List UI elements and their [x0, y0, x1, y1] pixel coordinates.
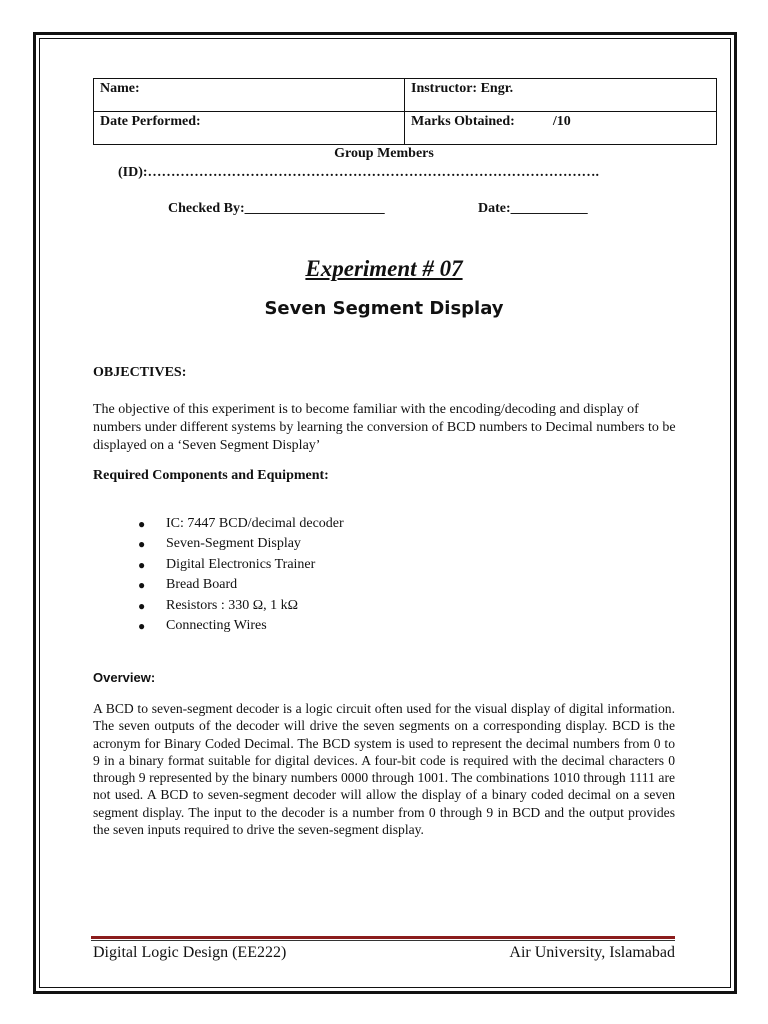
marks-total: /10 [552, 114, 571, 129]
overview-text: A BCD to seven-segment decoder is a logic circuit often used for the visual display of digital information. The seven outputs of the decoder will drive the seven segments on a corresponding display. BCD is the acronym for Binary Coded Decimal. The BCD system is used to represent the decimal numbers from 0 to 9 in a binary format suitable for digital devices. A four-bit code is required with the decimal characters 0 through 9 represented by the binary numbers 0000 through 1001. The combinations 1010 through 1111 are not used. A BCD to seven-segment decoder will allow the display of a binary coded decimal on a seven segment display. The input to the decoder is a number from 0 through 9 in BCD and the output provides the seven inputs required to drive the seven-segment display. [93, 701, 675, 838]
list-item [138, 616, 344, 636]
group-members-title: Group Members [334, 146, 434, 161]
objectives-text: The objective of this experiment is to become familiar with the encoding/decoding and display of numbers under different systems by learning the conversion of BCD numbers to Decimal numbers to be displayed on a ‘Seven Segment Display’ [93, 402, 676, 453]
student-info-table [93, 78, 717, 145]
overview-heading: Overview: [93, 670, 156, 685]
marks-cell [405, 112, 717, 145]
date-field: Date:___________ [478, 201, 588, 216]
date-performed-label: Date Performed: [100, 114, 201, 129]
footer-rule [91, 936, 675, 939]
name-cell [94, 79, 405, 112]
bullet-icon: ● [138, 537, 146, 552]
table-row [94, 79, 717, 112]
bullet-icon: ● [138, 618, 146, 633]
components-list [138, 514, 344, 636]
instructor-cell [405, 79, 717, 112]
component-label: Digital Electronics Trainer [166, 556, 316, 572]
list-item [138, 534, 344, 554]
name-label: Name: [100, 81, 140, 96]
bullet-icon: ● [138, 578, 146, 593]
bullet-icon: ● [138, 557, 146, 572]
component-label: Seven-Segment Display [166, 536, 301, 552]
table-row [94, 112, 717, 145]
bullet-icon: ● [138, 598, 146, 613]
footer-course: Digital Logic Design (EE222) [93, 944, 287, 961]
component-label: Resistors : 330 Ω, 1 kΩ [166, 597, 299, 613]
list-item [138, 596, 344, 616]
list-item [138, 575, 344, 595]
footer-university: Air University, Islamabad [509, 944, 675, 961]
component-label: Connecting Wires [166, 617, 267, 633]
checked-by-field: Checked By:____________________ [168, 201, 385, 216]
list-item [138, 514, 344, 534]
component-label: Bread Board [166, 577, 238, 593]
marks-label: Marks Obtained: [411, 114, 515, 129]
instructor-label: Instructor: Engr. [411, 81, 514, 96]
footer-rule-thin [91, 940, 675, 941]
experiment-subtitle: Seven Segment Display [264, 298, 504, 319]
objectives-heading: OBJECTIVES: [93, 365, 187, 380]
group-id-line: (ID):……………………………………………………………………………………. [118, 165, 600, 180]
date-performed-cell [94, 112, 405, 145]
required-components-heading: Required Components and Equipment: [93, 468, 329, 483]
list-item [138, 555, 344, 575]
bullet-icon: ● [138, 517, 146, 531]
experiment-title: Experiment # 07 [305, 256, 463, 281]
component-label: IC: 7447 BCD/decimal decoder [166, 516, 344, 531]
